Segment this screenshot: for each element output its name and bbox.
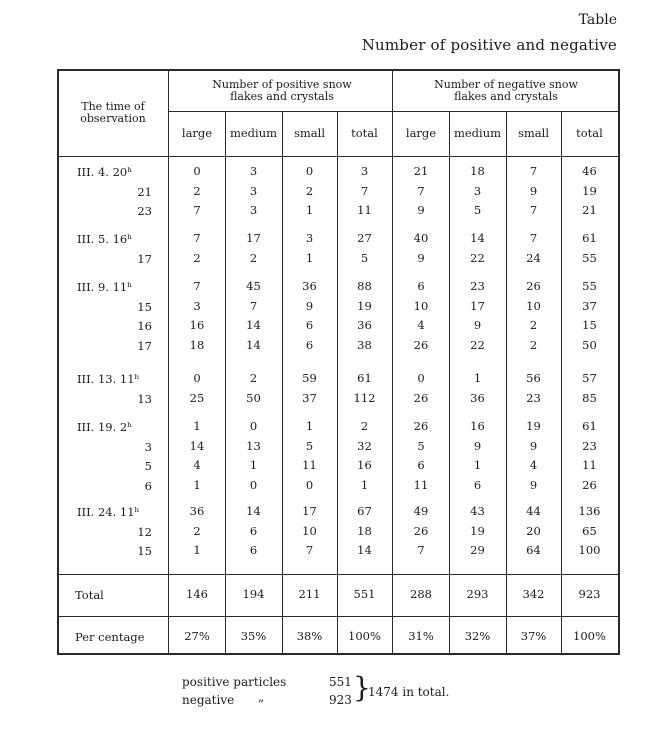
table-cell: 9 <box>417 251 425 265</box>
total-cell: 211 <box>298 587 321 601</box>
table-cell: 14 <box>470 231 485 245</box>
time-label: 6 <box>144 479 152 493</box>
table-cell: 9 <box>529 439 538 453</box>
table-cell: 46 <box>582 164 597 178</box>
table-label: Table <box>578 12 617 28</box>
table-cell: 1 <box>193 543 201 557</box>
divider <box>337 111 338 653</box>
table-cell: 27 <box>357 231 372 245</box>
table-cell: 5 <box>360 251 369 265</box>
table-cell: 3 <box>305 231 314 245</box>
table-cell: 88 <box>357 279 372 293</box>
table-cell: 85 <box>582 391 597 405</box>
table-cell: 100 <box>578 543 601 557</box>
divider <box>225 111 226 653</box>
table-cell: 9 <box>473 318 482 332</box>
footnote-summary: 1474 in total. <box>368 685 450 699</box>
table-cell: 1 <box>473 371 482 385</box>
table-cell: 50 <box>246 391 261 405</box>
divider <box>392 71 393 653</box>
time-label: III. 24. 11ʰ <box>77 505 140 519</box>
divider <box>282 111 283 653</box>
table-cell: 1 <box>193 478 201 492</box>
percent-cell: 35% <box>240 629 267 643</box>
table-cell: 0 <box>249 419 258 433</box>
table-cell: 26 <box>413 338 429 352</box>
column-header: total <box>576 126 603 140</box>
divider <box>59 574 618 575</box>
table-cell: 9 <box>305 299 314 313</box>
table-cell: 61 <box>582 231 597 245</box>
table-cell: 14 <box>189 439 205 453</box>
table-cell: 3 <box>249 203 258 217</box>
table-cell: 17 <box>302 504 317 518</box>
table-cell: 13 <box>246 439 261 453</box>
divider <box>561 111 562 653</box>
table-cell: 49 <box>413 504 429 518</box>
table-cell: 6 <box>417 279 425 293</box>
table-cell: 3 <box>193 299 201 313</box>
percent-cell: 100% <box>573 629 606 643</box>
table-cell: 6 <box>249 543 258 557</box>
table-cell: 17 <box>246 231 261 245</box>
time-label: 13 <box>137 392 152 406</box>
table-cell: 18 <box>470 164 485 178</box>
total-cell: 551 <box>353 587 376 601</box>
table-cell: 65 <box>582 524 597 538</box>
table-cell: 16 <box>357 458 372 472</box>
table-cell: 26 <box>582 478 597 492</box>
table-cell: 10 <box>302 524 317 538</box>
table-cell: 19 <box>526 419 541 433</box>
table-cell: 19 <box>357 299 372 313</box>
table-cell: 19 <box>470 524 485 538</box>
table-cell: 9 <box>529 478 538 492</box>
total-cell: 288 <box>410 587 432 601</box>
table-cell: 6 <box>473 478 482 492</box>
table-cell: 37 <box>582 299 597 313</box>
table-cell: 2 <box>249 251 258 265</box>
table-cell: 7 <box>249 299 258 313</box>
table-cell: 5 <box>305 439 314 453</box>
table-cell: 136 <box>578 504 601 518</box>
time-label: 15 <box>137 300 152 314</box>
table-cell: 7 <box>305 543 314 557</box>
table-cell: 2 <box>249 371 258 385</box>
divider <box>506 111 507 653</box>
table-cell: 15 <box>582 318 597 332</box>
column-header: medium <box>453 126 502 140</box>
total-cell: 293 <box>466 587 489 601</box>
table-cell: 2 <box>360 419 369 433</box>
table-cell: 61 <box>582 419 597 433</box>
column-header: medium <box>229 126 278 140</box>
table-cell: 32 <box>357 439 372 453</box>
table-cell: 29 <box>470 543 485 557</box>
table-cell: 10 <box>413 299 429 313</box>
time-label: III. 19. 2ʰ <box>77 420 133 434</box>
time-label: 15 <box>137 544 152 558</box>
table-cell: 17 <box>470 299 485 313</box>
table-cell: 0 <box>249 478 258 492</box>
table-cell: 40 <box>413 231 429 245</box>
table-cell: 9 <box>529 184 538 198</box>
table-cell: 14 <box>357 543 372 557</box>
table-cell: 3 <box>473 184 482 198</box>
table-cell: 9 <box>473 439 482 453</box>
table-cell: 7 <box>360 184 369 198</box>
table-cell: 14 <box>246 338 261 352</box>
table-cell: 11 <box>582 458 597 472</box>
table-cell: 2 <box>193 184 201 198</box>
table-cell: 36 <box>302 279 317 293</box>
total-label: Total <box>75 588 104 602</box>
table-cell: 4 <box>529 458 538 472</box>
percent-cell: 100% <box>348 629 381 643</box>
table-cell: 112 <box>353 391 376 405</box>
divider <box>449 111 450 653</box>
table-cell: 0 <box>193 164 201 178</box>
time-label: 5 <box>144 459 152 473</box>
table-cell: 7 <box>417 543 425 557</box>
table-cell: 0 <box>305 478 314 492</box>
table-cell: 44 <box>526 504 541 518</box>
table-cell: 36 <box>189 504 205 518</box>
table-cell: 3 <box>249 184 258 198</box>
table-cell: 16 <box>189 318 205 332</box>
table-cell: 7 <box>193 203 201 217</box>
percent-cell: 27% <box>184 629 210 643</box>
footnote-brace: } <box>353 671 371 704</box>
table-cell: 67 <box>357 504 372 518</box>
table-cell: 4 <box>193 458 201 472</box>
table-cell: 2 <box>305 184 314 198</box>
table-cell: 6 <box>417 458 425 472</box>
table-cell: 2 <box>529 338 538 352</box>
footnote-negative-value: 923 <box>329 693 352 707</box>
table-cell: 6 <box>305 338 314 352</box>
table-cell: 1 <box>249 458 258 472</box>
footnote-positive-value: 551 <box>329 675 352 689</box>
table-cell: 45 <box>246 279 261 293</box>
table-cell: 43 <box>470 504 485 518</box>
time-label: 17 <box>137 252 152 266</box>
percent-cell: 32% <box>464 629 491 643</box>
table-cell: 36 <box>470 391 485 405</box>
table-cell: 5 <box>473 203 482 217</box>
time-header: The time of observation <box>80 100 146 125</box>
table-cell: 26 <box>413 391 429 405</box>
table-cell: 14 <box>246 318 261 332</box>
total-cell: 923 <box>578 587 601 601</box>
time-label: III. 13. 11ʰ <box>77 372 140 386</box>
footnote-positive-label: positive particles <box>182 675 287 689</box>
time-label: 3 <box>144 440 152 454</box>
table-cell: 18 <box>189 338 205 352</box>
table-cell: 0 <box>417 371 425 385</box>
table-cell: 4 <box>417 318 425 332</box>
table-cell: 6 <box>305 318 314 332</box>
table-cell: 26 <box>413 524 429 538</box>
divider <box>168 111 620 112</box>
table-cell: 59 <box>302 371 317 385</box>
table-cell: 7 <box>529 231 538 245</box>
percent-cell: 37% <box>520 629 547 643</box>
table-cell: 23 <box>582 439 597 453</box>
table-cell: 36 <box>357 318 372 332</box>
table-cell: 2 <box>193 251 201 265</box>
total-cell: 342 <box>522 587 545 601</box>
footnote-negative-label: negative <box>182 693 235 707</box>
divider <box>59 616 618 617</box>
time-label: III. 4. 20ʰ <box>77 165 133 179</box>
table-cell: 23 <box>470 279 485 293</box>
table-cell: 1 <box>360 478 369 492</box>
percent-label: Per centage <box>75 630 145 644</box>
table-cell: 0 <box>305 164 314 178</box>
table-cell: 23 <box>526 391 541 405</box>
table-cell: 6 <box>249 524 258 538</box>
time-label: 23 <box>137 204 152 218</box>
table-cell: 1 <box>193 419 201 433</box>
divider <box>168 71 169 653</box>
table-cell: 37 <box>302 391 317 405</box>
divider <box>59 156 618 157</box>
table-cell: 1 <box>305 203 314 217</box>
table-cell: 50 <box>582 338 597 352</box>
column-header: large <box>405 126 437 140</box>
table-cell: 2 <box>193 524 201 538</box>
table-cell: 38 <box>357 338 372 352</box>
total-cell: 194 <box>242 587 265 601</box>
table-cell: 22 <box>470 338 485 352</box>
table-cell: 11 <box>302 458 317 472</box>
table-cell: 11 <box>357 203 372 217</box>
total-cell: 146 <box>186 587 208 601</box>
table-cell: 16 <box>470 419 485 433</box>
table-title: Number of positive and negative <box>361 36 617 54</box>
table-cell: 1 <box>473 458 482 472</box>
percent-cell: 38% <box>296 629 323 643</box>
table-cell: 21 <box>413 164 429 178</box>
table-cell: 14 <box>246 504 261 518</box>
table-cell: 55 <box>582 279 597 293</box>
time-label: 21 <box>137 185 152 199</box>
table-cell: 61 <box>357 371 372 385</box>
percent-cell: 31% <box>408 629 434 643</box>
positive-group-header: Number of positive snow flakes and crystals <box>212 78 352 103</box>
table-cell: 1 <box>305 419 314 433</box>
table-cell: 7 <box>529 203 538 217</box>
table-cell: 26 <box>413 419 429 433</box>
time-label: 12 <box>137 525 152 539</box>
table-cell: 11 <box>413 478 429 492</box>
table-cell: 64 <box>526 543 541 557</box>
table-cell: 7 <box>193 231 201 245</box>
column-header: large <box>181 126 213 140</box>
table-cell: 22 <box>470 251 485 265</box>
table-cell: 3 <box>249 164 258 178</box>
table-cell: 18 <box>357 524 372 538</box>
time-label: 16 <box>137 319 152 333</box>
column-header: small <box>517 126 550 140</box>
table-cell: 25 <box>189 391 205 405</box>
table-cell: 24 <box>526 251 541 265</box>
table-cell: 20 <box>526 524 541 538</box>
table-cell: 26 <box>526 279 541 293</box>
table-cell: 1 <box>305 251 314 265</box>
time-label: 17 <box>137 339 152 353</box>
table-cell: 21 <box>582 203 597 217</box>
table-cell: 55 <box>582 251 597 265</box>
table-cell: 56 <box>526 371 541 385</box>
data-table <box>57 69 620 655</box>
table-cell: 19 <box>582 184 597 198</box>
time-label: III. 9. 11ʰ <box>77 280 133 294</box>
table-cell: 7 <box>417 184 425 198</box>
column-header: total <box>351 126 378 140</box>
table-cell: 3 <box>360 164 369 178</box>
table-cell: 7 <box>193 279 201 293</box>
table-cell: 0 <box>193 371 201 385</box>
time-label: III. 5. 16ʰ <box>77 232 133 246</box>
table-cell: 2 <box>529 318 538 332</box>
table-cell: 57 <box>582 371 597 385</box>
table-cell: 7 <box>529 164 538 178</box>
table-cell: 5 <box>417 439 425 453</box>
table-cell: 10 <box>526 299 541 313</box>
column-header: small <box>293 126 326 140</box>
footnote-ditto-mark: „ <box>258 690 265 704</box>
table-cell: 9 <box>417 203 425 217</box>
negative-group-header: Number of negative snow flakes and crystals <box>434 78 578 103</box>
